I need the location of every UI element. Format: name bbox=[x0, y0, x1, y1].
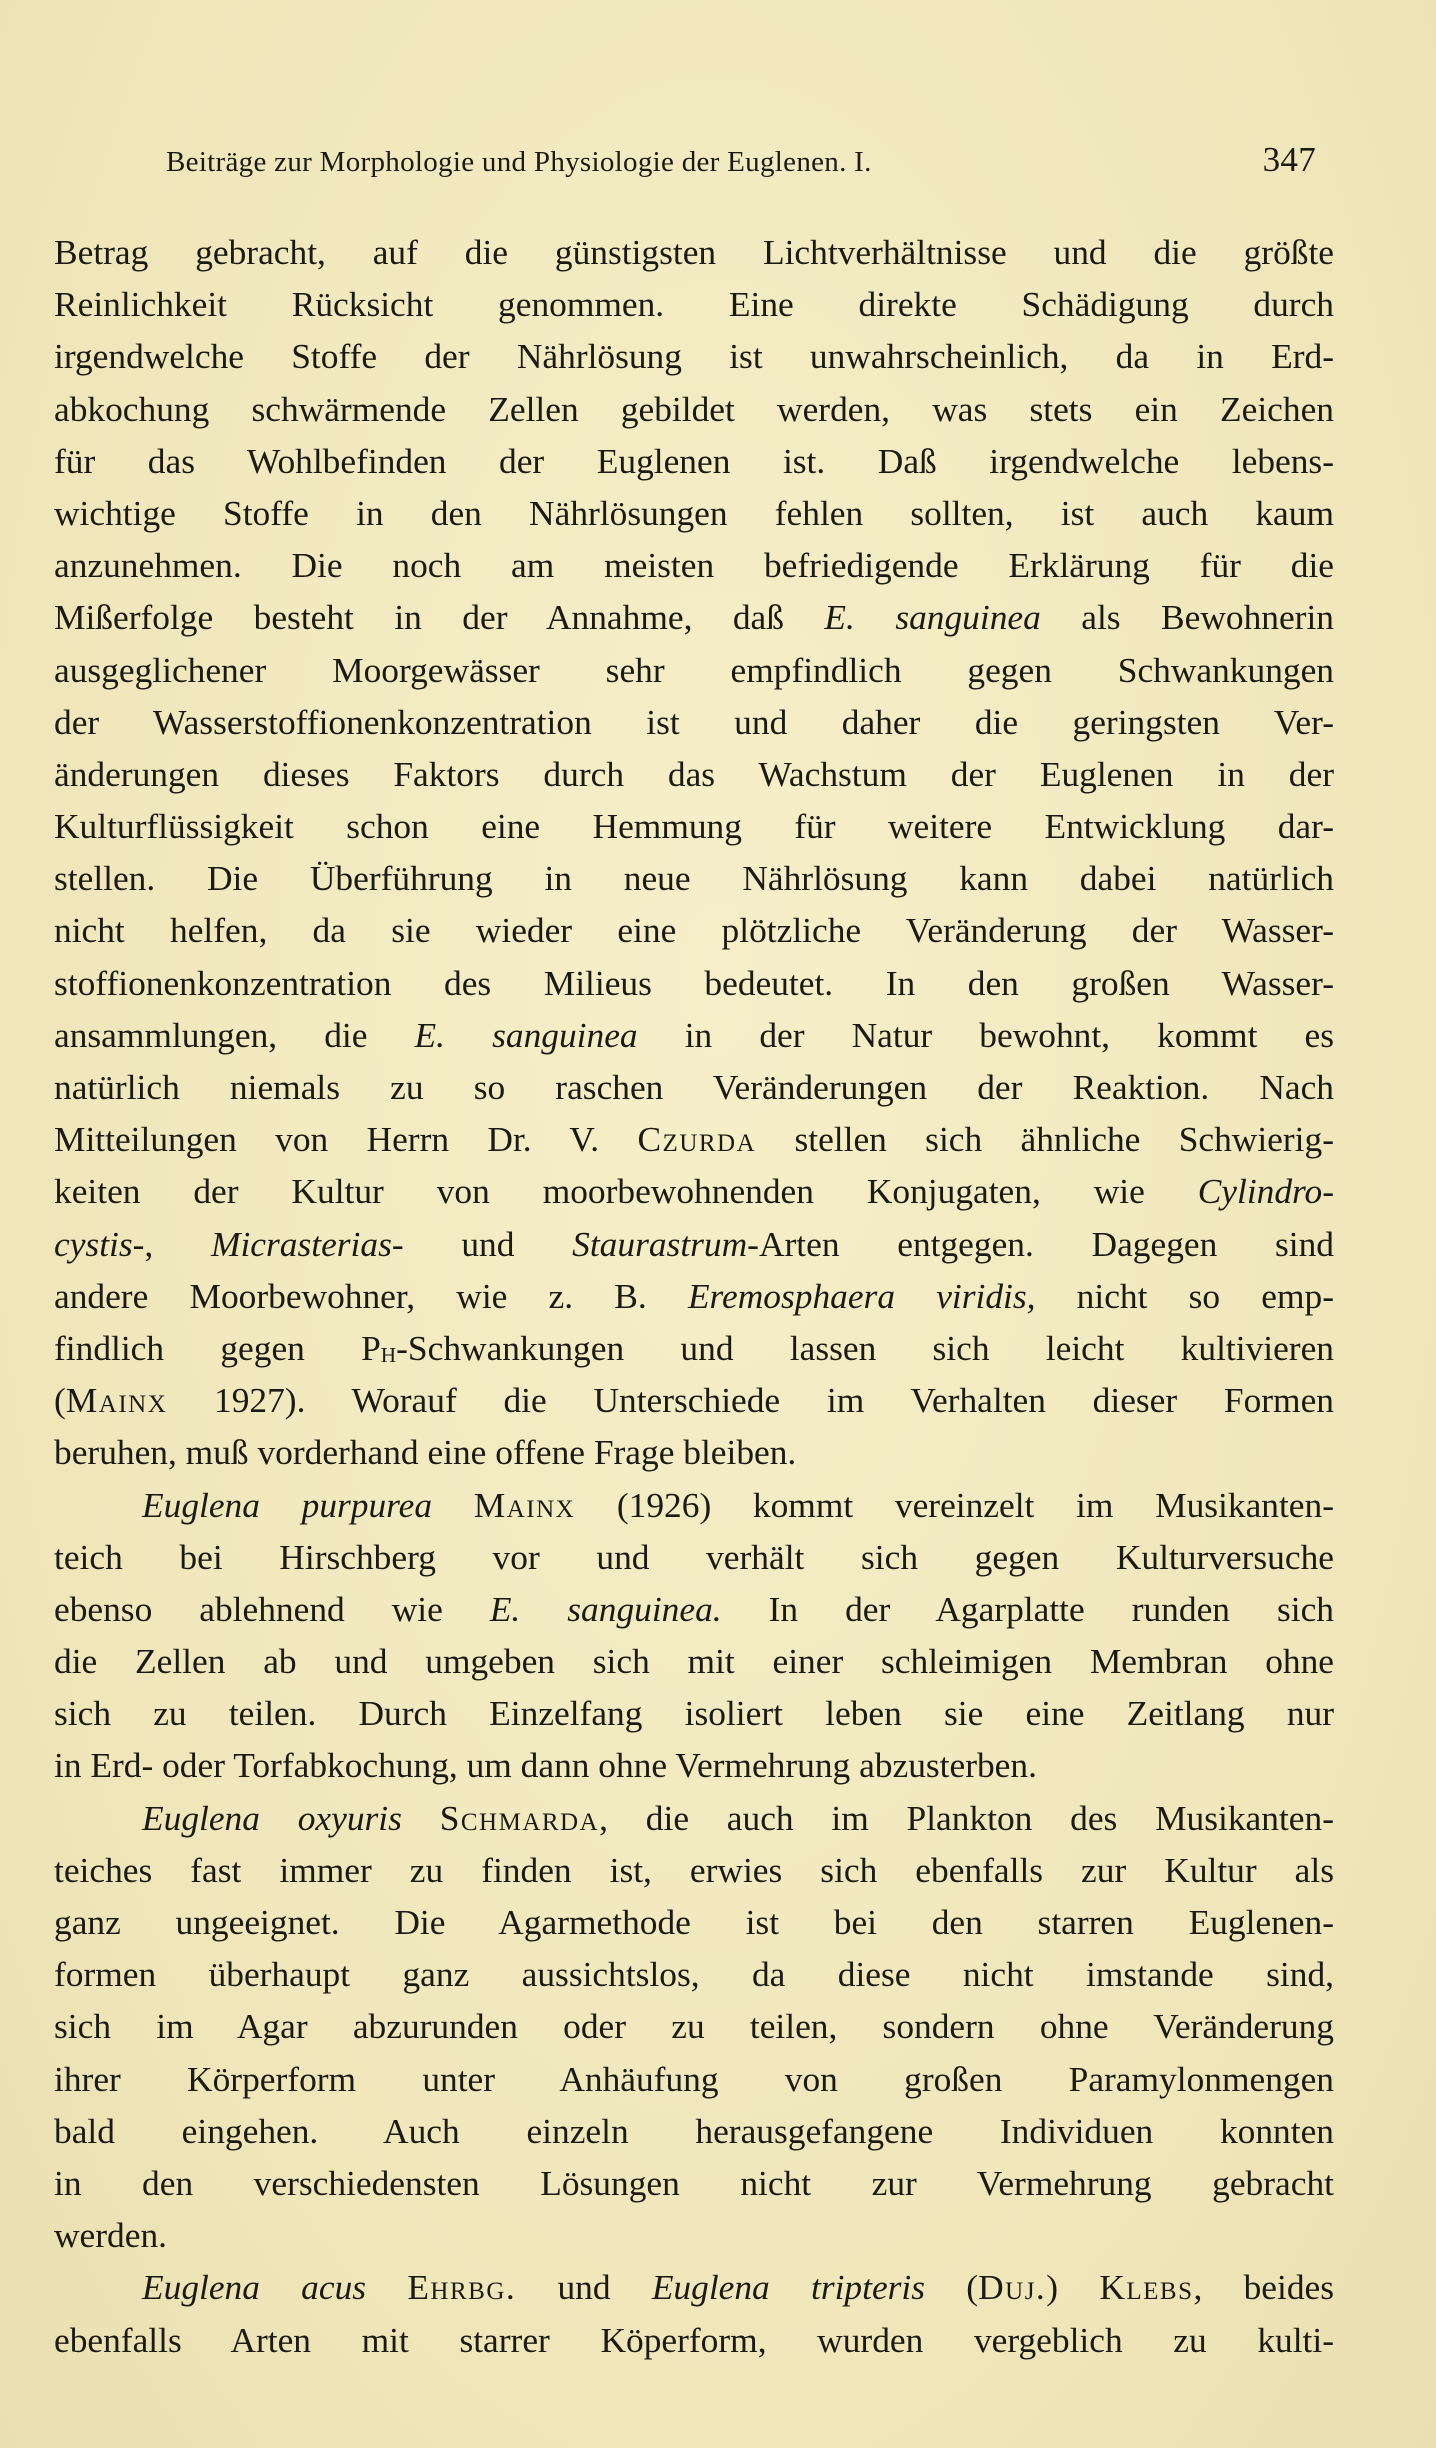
genus-name: Staurastrum- bbox=[572, 1223, 759, 1264]
text-run: ansammlungen, die bbox=[54, 1014, 415, 1055]
text-line: ebenfalls Arten mit starrer Köperform, wurden vergeblich zu kulti- bbox=[54, 2319, 1334, 2360]
text-line: in den verschiedensten Lösungen nicht zur Vermehrung gebracht bbox=[54, 2162, 1334, 2203]
species-name: Euglena tripteris bbox=[651, 2267, 926, 2308]
species-name: E. sanguinea bbox=[824, 597, 1041, 638]
text-run: (1926) kommt vereinzelt im Musikanten- bbox=[575, 1484, 1334, 1525]
text-line: für das Wohlbefinden der Euglenen ist. Daß irgendwelche lebens- bbox=[54, 440, 1334, 481]
species-name: Eremosphaera viridis, bbox=[687, 1275, 1036, 1316]
text-line: bald eingehen. Auch einzeln herausgefangene Individuen konnten bbox=[54, 2110, 1334, 2151]
text-run: in der Natur bewohnt, kommt es bbox=[637, 1014, 1334, 1055]
text-line: die Zellen ab und umgeben sich mit einer schleimigen Membran ohne bbox=[54, 1641, 1334, 1682]
text-run bbox=[366, 2267, 407, 2307]
text-line: werden. bbox=[54, 2215, 167, 2256]
text-line bbox=[54, 1479, 1334, 1531]
text-run: und bbox=[516, 2267, 652, 2308]
genus-name: Micrasterias- bbox=[210, 1223, 404, 1264]
text-run: ebenso ablehnend wie bbox=[54, 1588, 490, 1629]
text-line bbox=[54, 1218, 1334, 1270]
species-name: Euglena acus bbox=[142, 2267, 367, 2308]
text-line: irgendwelche Stoffe der Nährlösung ist unwahrscheinlich, da in Erd- bbox=[54, 336, 1334, 377]
text-line: formen überhaupt ganz aussichtslos, da diese nicht imstande sind, bbox=[54, 1954, 1334, 1995]
text-run: als Bewohnerin bbox=[1040, 597, 1334, 638]
text-line: der Wasserstoffionenkonzentration ist und daher die geringsten Ver- bbox=[54, 701, 1334, 742]
text-line bbox=[54, 1009, 1334, 1061]
text-line bbox=[54, 1165, 1334, 1217]
author-name: Mainx bbox=[65, 1380, 168, 1421]
species-name: Euglena purpurea bbox=[142, 1484, 433, 1525]
text-line bbox=[54, 1322, 1334, 1374]
author-name: Schmarda bbox=[439, 1797, 600, 1838]
text-line bbox=[54, 2261, 1334, 2313]
text-line: Kulturflüssigkeit schon eine Hemmung für weitere Entwicklung dar- bbox=[54, 806, 1334, 847]
author-name: Mainx bbox=[473, 1484, 576, 1525]
text-run: In der Agarplatte runden sich bbox=[721, 1588, 1334, 1629]
text-run: nicht so emp- bbox=[1035, 1275, 1334, 1316]
text-run: ) bbox=[1046, 2267, 1100, 2308]
text-run: stellen sich ähnliche Schwierig- bbox=[756, 1119, 1334, 1160]
text-line: sich im Agar abzurunden oder zu teilen, sondern ohne Veränderung bbox=[54, 2006, 1334, 2047]
text-line: sich zu teilen. Durch Einzelfang isoliert leben sie eine Zeitlang nur bbox=[54, 1693, 1334, 1734]
text-line: in Erd- oder Torfabkochung, um dann ohne Vermehrung abzusterben. bbox=[54, 1745, 1037, 1786]
text-line bbox=[54, 1270, 1334, 1322]
running-header bbox=[166, 138, 1316, 188]
author-name: Duj. bbox=[978, 2267, 1047, 2308]
text-run: ( bbox=[54, 1380, 66, 1421]
running-title: Beiträge zur Morphologie und Physiologie der Euglenen. I. bbox=[166, 146, 872, 178]
subscript: H bbox=[380, 1342, 397, 1367]
text-run: andere Moorbewohner, wie z. B. bbox=[54, 1275, 688, 1316]
text-run: , die auch im Plankton des Musikanten- bbox=[599, 1797, 1334, 1838]
text-line bbox=[54, 1583, 1334, 1635]
text-line bbox=[54, 1113, 1334, 1165]
text-line: natürlich niemals zu so raschen Veränderungen der Reaktion. Nach bbox=[54, 1067, 1334, 1107]
text-line: wichtige Stoffe in den Nährlösungen fehlen sollten, ist auch kaum bbox=[54, 492, 1334, 533]
text-line: anzunehmen. Die noch am meisten befriedigende Erklärung für die bbox=[54, 545, 1334, 586]
text-run: keiten der Kultur von moorbewohnenden Konjugaten, wie bbox=[54, 1171, 1198, 1212]
text-line: abkochung schwärmende Zellen gebildet werden, was stets ein Zeichen bbox=[54, 388, 1334, 429]
species-name: E. sanguinea bbox=[414, 1014, 638, 1055]
text-line bbox=[54, 1374, 1334, 1426]
text-line: teich bei Hirschberg vor und verhält sich gegen Kulturversuche bbox=[54, 1536, 1334, 1577]
text-run: Arten entgegen. Dagegen sind bbox=[758, 1223, 1335, 1264]
text-line bbox=[54, 591, 1334, 643]
text-run: Mißerfolge besteht in der Annahme, daß bbox=[54, 597, 825, 638]
text-run bbox=[402, 1798, 440, 1838]
text-run bbox=[432, 1485, 474, 1525]
text-run: -Schwankungen und lassen sich leicht kultivieren bbox=[396, 1327, 1334, 1368]
text-line: beruhen, muß vorderhand eine offene Frage bleiben. bbox=[54, 1432, 797, 1473]
text-line: änderungen dieses Faktors durch das Wachstum der Euglenen in der bbox=[54, 753, 1334, 794]
text-run: ( bbox=[925, 2267, 979, 2308]
text-line: nicht helfen, da sie wieder eine plötzliche Veränderung der Wasser- bbox=[54, 910, 1334, 951]
text-line: Reinlichkeit Rücksicht genommen. Eine direkte Schädigung durch bbox=[54, 284, 1334, 325]
text-run: Mitteilungen von Herrn Dr. V. bbox=[54, 1119, 638, 1160]
text-line bbox=[54, 1792, 1334, 1844]
genus-name: Cylindro- bbox=[1197, 1171, 1334, 1212]
text-line: stellen. Die Überführung in neue Nährlösung kann dabei natürlich bbox=[54, 858, 1334, 899]
text-line: ausgeglichener Moorgewässer sehr empfindlich gegen Schwankungen bbox=[54, 649, 1334, 690]
body-text bbox=[54, 226, 1334, 2366]
text-line: ganz ungeeignet. Die Agarmethode ist bei den starren Euglenen- bbox=[54, 1902, 1334, 1942]
page-number: 347 bbox=[1262, 140, 1316, 179]
author-name: Klebs bbox=[1099, 2267, 1194, 2308]
text-line: ihrer Körperform unter Anhäufung von großen Paramylonmengen bbox=[54, 2058, 1334, 2099]
text-line: teiches fast immer zu finden ist, erwies sich ebenfalls zur Kultur als bbox=[54, 1849, 1334, 1890]
author-name: Ehrbg. bbox=[407, 2267, 517, 2308]
genus-name: cystis- bbox=[54, 1223, 145, 1264]
text-run: , bbox=[144, 1223, 211, 1264]
species-name: Euglena oxyuris bbox=[142, 1797, 402, 1838]
text-line: stoffionenkonzentration des Milieus bedeutet. In den großen Wasser- bbox=[54, 962, 1334, 1003]
author-name: Czurda bbox=[637, 1119, 757, 1160]
text-run: , beides bbox=[1193, 2267, 1334, 2308]
text-run: und bbox=[403, 1223, 573, 1264]
text-line: Betrag gebracht, auf die günstigsten Lichtverhältnisse und die größte bbox=[54, 232, 1334, 272]
text-run: 1927). Worauf die Unterschiede im Verhalten dieser Formen bbox=[167, 1380, 1334, 1421]
text-run: findlich gegen P bbox=[54, 1327, 381, 1368]
species-name: E. sanguinea. bbox=[489, 1588, 722, 1629]
